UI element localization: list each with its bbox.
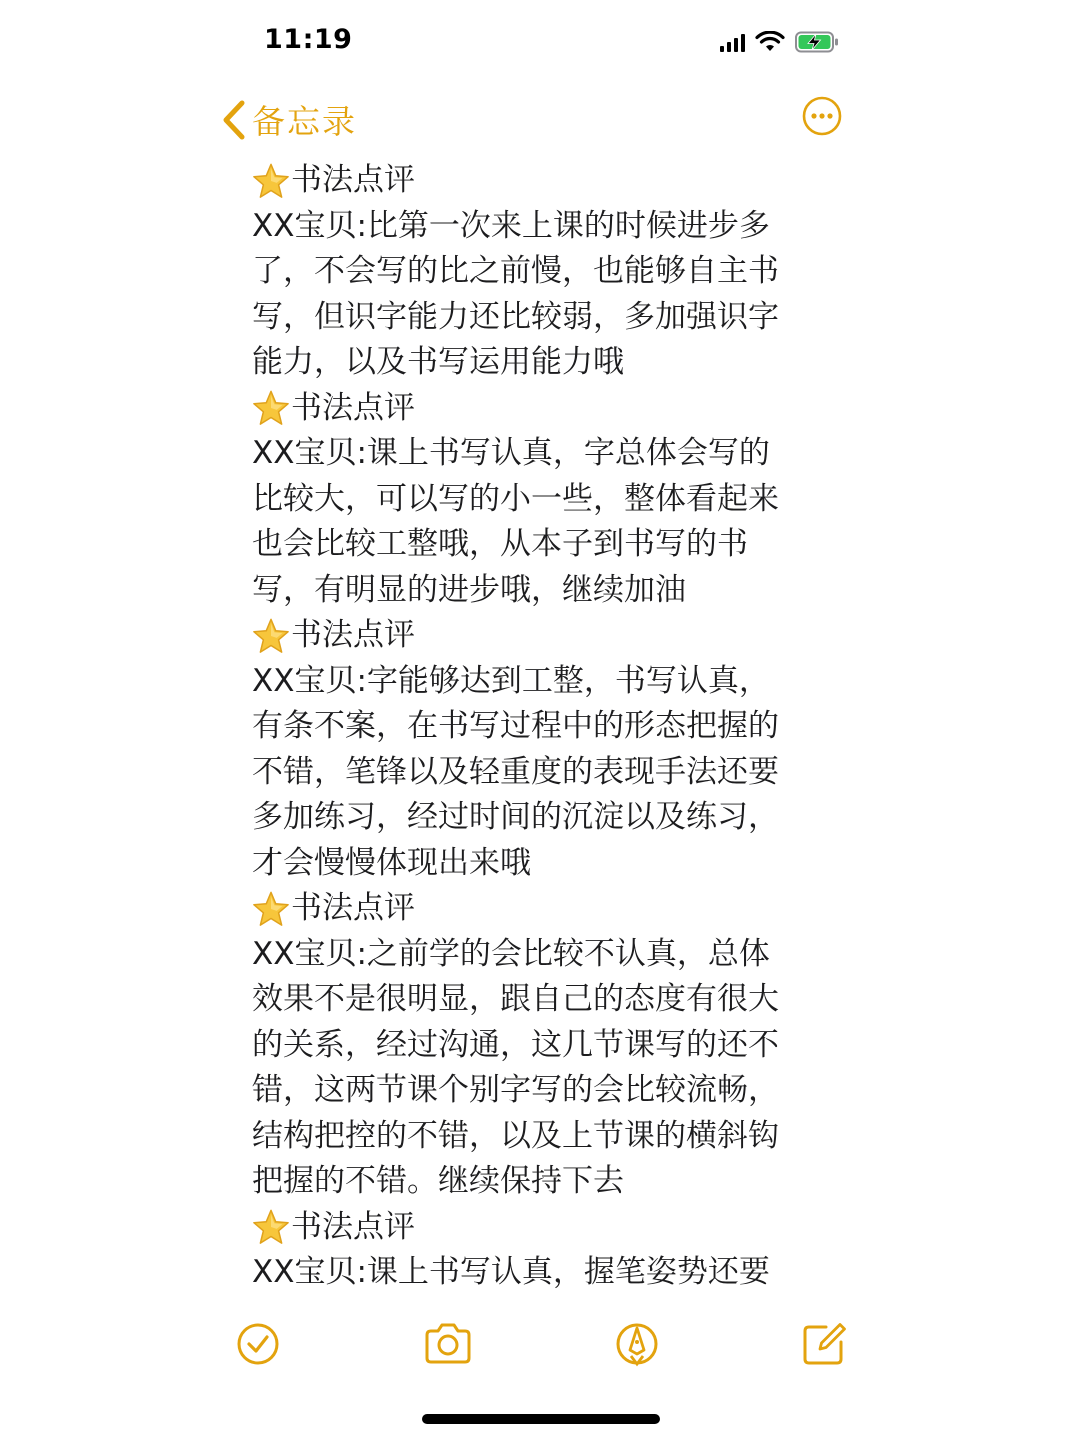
note-text-line [252, 522, 832, 568]
note-text-line [252, 1159, 832, 1205]
note-line-text: 了，不会写的比之前慢，也能够自主书 [252, 253, 779, 289]
star-icon [252, 617, 290, 655]
chevron-left-icon [220, 99, 248, 141]
note-text-line [252, 249, 832, 295]
compose-icon[interactable] [800, 1320, 848, 1368]
note-text-line [252, 977, 832, 1023]
note-line-text: 把握的不错。继续保持下去 [252, 1163, 624, 1199]
note-text-line [252, 1250, 832, 1293]
home-indicator[interactable] [422, 1414, 660, 1424]
battery-charging-icon [795, 31, 839, 53]
checklist-icon[interactable] [236, 1320, 284, 1368]
note-heading [252, 158, 832, 204]
note-line-text: XX宝贝:课上书写认真，字总体会写的 [252, 435, 770, 471]
note-text-line [252, 1114, 832, 1160]
note-line-text: 书法点评 [291, 162, 415, 198]
bottom-toolbar [0, 1320, 1080, 1370]
note-text-line [252, 1023, 832, 1069]
note-line-text: 书法点评 [291, 617, 415, 653]
note-heading [252, 886, 832, 932]
note-text-line [252, 841, 832, 887]
note-text-line [252, 431, 832, 477]
note-text-line [252, 477, 832, 523]
note-text-line [252, 1068, 832, 1114]
nav-bar [0, 88, 1080, 152]
note-heading [252, 1205, 832, 1251]
note-line-text: XX宝贝:比第一次来上课的时候进步多 [252, 207, 770, 244]
note-text-line [252, 568, 832, 614]
note-line-text: 也会比较工整哦，从本子到书写的书 [252, 526, 748, 562]
note-line-text: 结构把控的不错，以及上节课的横斜钩 [252, 1117, 779, 1154]
note-text-line [252, 340, 832, 386]
note-text-line [252, 750, 832, 796]
note-text-line [252, 932, 832, 978]
status-time: 11:19 [264, 24, 353, 55]
note-line-text: 有条不案，在书写过程中的形态把握的 [252, 708, 779, 744]
star-icon [252, 162, 290, 200]
note-text-line [252, 204, 832, 250]
note-text-line [252, 704, 832, 750]
note-line-text: 比较大，可以写的小一些，整体看起来 [252, 480, 779, 517]
note-line-text: 能力，以及书写运用能力哦 [252, 344, 624, 380]
back-label: 备忘录 [252, 102, 357, 141]
note-text-line [252, 295, 832, 341]
status-bar [0, 0, 1080, 88]
status-icons [720, 30, 839, 54]
note-line-text: 写，但识字能力还比较弱，多加强识字 [252, 298, 779, 335]
note-line-text: 书法点评 [291, 389, 415, 426]
note-line-text: XX宝贝:之前学的会比较不认真，总体 [252, 935, 770, 972]
note-heading [252, 613, 832, 659]
note-line-text: 才会慢慢体现出来哦 [252, 844, 531, 881]
note-text-line [252, 659, 832, 705]
cellular-signal-icon [720, 32, 745, 52]
note-line-text: 效果不是很明显，跟自己的态度有很大 [252, 981, 779, 1017]
note-body[interactable] [252, 158, 832, 1293]
note-line-text: 多加练习，经过时间的沉淀以及练习， [252, 799, 779, 835]
star-icon [252, 890, 290, 928]
markup-pen-icon[interactable] [614, 1320, 662, 1368]
star-icon [252, 389, 290, 427]
star-icon [252, 1208, 290, 1246]
note-line-text: XX宝贝:字能够达到工整，书写认真， [252, 662, 770, 699]
back-button[interactable] [220, 96, 357, 143]
note-heading [252, 386, 832, 432]
note-text-line [252, 795, 832, 841]
note-line-text: 书法点评 [291, 890, 415, 926]
camera-icon[interactable] [422, 1320, 474, 1368]
note-line-text: 书法点评 [291, 1208, 415, 1245]
note-line-text: XX宝贝:课上书写认真，握笔姿势还要 [252, 1254, 770, 1290]
more-options-icon[interactable] [802, 96, 842, 136]
note-line-text: 错，这两节课个别字写的会比较流畅， [252, 1072, 779, 1108]
note-line-text: 写，有明显的进步哦，继续加油 [252, 571, 686, 608]
note-line-text: 不错，笔锋以及轻重度的表现手法还要 [252, 753, 779, 790]
wifi-icon [755, 31, 785, 53]
note-line-text: 的关系，经过沟通，这几节课写的还不 [252, 1026, 779, 1063]
